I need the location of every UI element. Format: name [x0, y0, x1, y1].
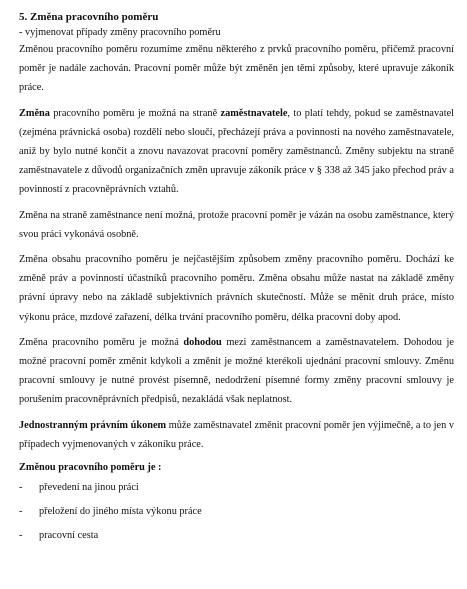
- paragraph: [19, 333, 454, 410]
- bullet-dash: -: [19, 506, 23, 518]
- section-subheading: - vyjmenovat případy změny pracovního poměru: [19, 27, 221, 38]
- bold-text: zaměstnavatele: [220, 107, 288, 119]
- bullet-dash: -: [19, 482, 23, 494]
- list-item-text: přeložení do jiného místa výkonu práce: [39, 506, 202, 518]
- paragraph: [19, 416, 454, 454]
- text-run: mezi zaměstnancem a zaměstnavatelem. Dohodou je možné pracovní poměr změnit kdykoli a změnit je možné kterékoli ujednání pracovní smlouvy. Změnu pracovní smlouvy je nutné provést písemně, nedodržení písemné formy změny pracovní smlouvy je porušením pracovněprávních předpisů, nezakládá však neplatnost.: [19, 336, 454, 406]
- paragraph: [19, 40, 454, 98]
- list-item: [19, 480, 454, 496]
- section-heading: 5. Změna pracovního poměru: [19, 11, 159, 23]
- text-run: Změnou pracovního poměru rozumíme změnu některého z prvků pracovního poměru, přičemž pracovní poměr je nadále zachován. Pracovní poměr může být změněn jen těmi způsoby, které upravuje zákoník práce.: [19, 44, 454, 94]
- list-item-text: pracovní cesta: [39, 530, 99, 542]
- document-page: [19, 10, 454, 552]
- list-item: [19, 504, 454, 520]
- text-run: Změna pracovního poměru je možná: [19, 336, 184, 348]
- list-item: [19, 528, 454, 544]
- bold-text: Jednostranným právním úkonem: [19, 419, 167, 431]
- paragraph-container: [19, 40, 454, 454]
- bullet-list: [19, 480, 454, 544]
- paragraph: [19, 250, 454, 327]
- paragraph: [19, 104, 454, 200]
- bold-text: Změna: [19, 107, 50, 119]
- text-run: pracovního poměru je možná na straně: [49, 107, 221, 119]
- text-run: může zaměstnavatel změnit pracovní poměr jen výjimečně, a to jen v případech vyjmenovaných v zákoníku práce.: [19, 419, 454, 450]
- list-title: Změnou pracovního poměru je :: [19, 462, 162, 474]
- bullet-dash: -: [19, 530, 23, 542]
- text-run: , to platí tehdy, pokud se zaměstnavatel (zejména právnická osoba) rozdělí nebo sloučí, přecházejí práva a povinnosti na nového zaměstnavatele, aniž by bylo nutné končit a znovu navazovat pracovní poměry zaměstnanců. Změny subjektu na straně zaměstnavatele z důvodů organizačních změn upravuje zákoník práce v § 338 až 345 jako přechod práv a povinností z pracovněprávních vztahů.: [19, 107, 454, 196]
- paragraph: [19, 206, 454, 244]
- text-run: Změna obsahu pracovního poměru je nejčastějším způsobem změny pracovního poměru. Dochází ke změně práv a povinností účastníků pracovního poměru. Změna obsahu může nastat na základě změny právní úpravy nebo na základě subjektivních právních skutečností. Může se měnit druh práce, místo výkonu práce, mzdové zařazení, délka trvání pracovního poměru, délka pracovní doby apod.: [19, 254, 454, 323]
- bold-text: dohodou: [183, 336, 222, 348]
- text-run: Změna na straně zaměstnance není možná, protože pracovní poměr je vázán na osobu zaměstnance, který svou práci vykonává osobně.: [19, 209, 454, 240]
- list-item-text: převedení na jinou práci: [39, 482, 139, 494]
